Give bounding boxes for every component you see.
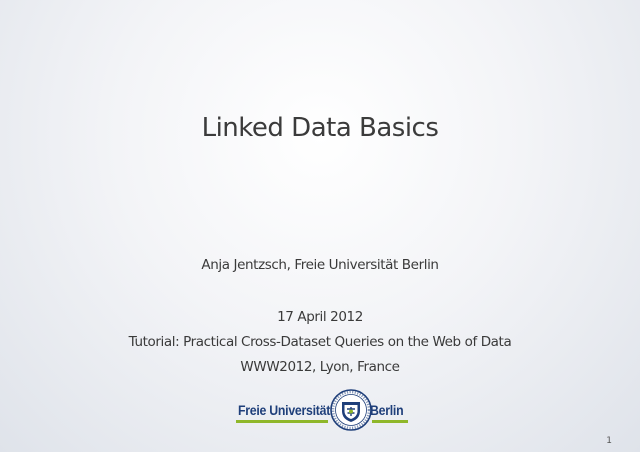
tutorial-line: Tutorial: Practical Cross-Dataset Queries on the Web of Data <box>128 334 512 350</box>
author-line: Anja Jentzsch, Freie Universität Berlin <box>201 257 439 273</box>
university-seal-icon <box>330 389 372 431</box>
logo-underline-right <box>372 420 408 423</box>
page-number: 1 <box>606 436 612 446</box>
logo-text-left: Freie Universität <box>238 402 331 418</box>
logo-underline-left <box>236 420 328 423</box>
slide-title: Linked Data Basics <box>201 113 439 143</box>
venue-line: WWW2012, Lyon, France <box>240 359 400 375</box>
university-logo <box>236 389 408 435</box>
logo-text-right: Berlin <box>370 402 404 418</box>
date-line: 17 April 2012 <box>277 309 363 325</box>
